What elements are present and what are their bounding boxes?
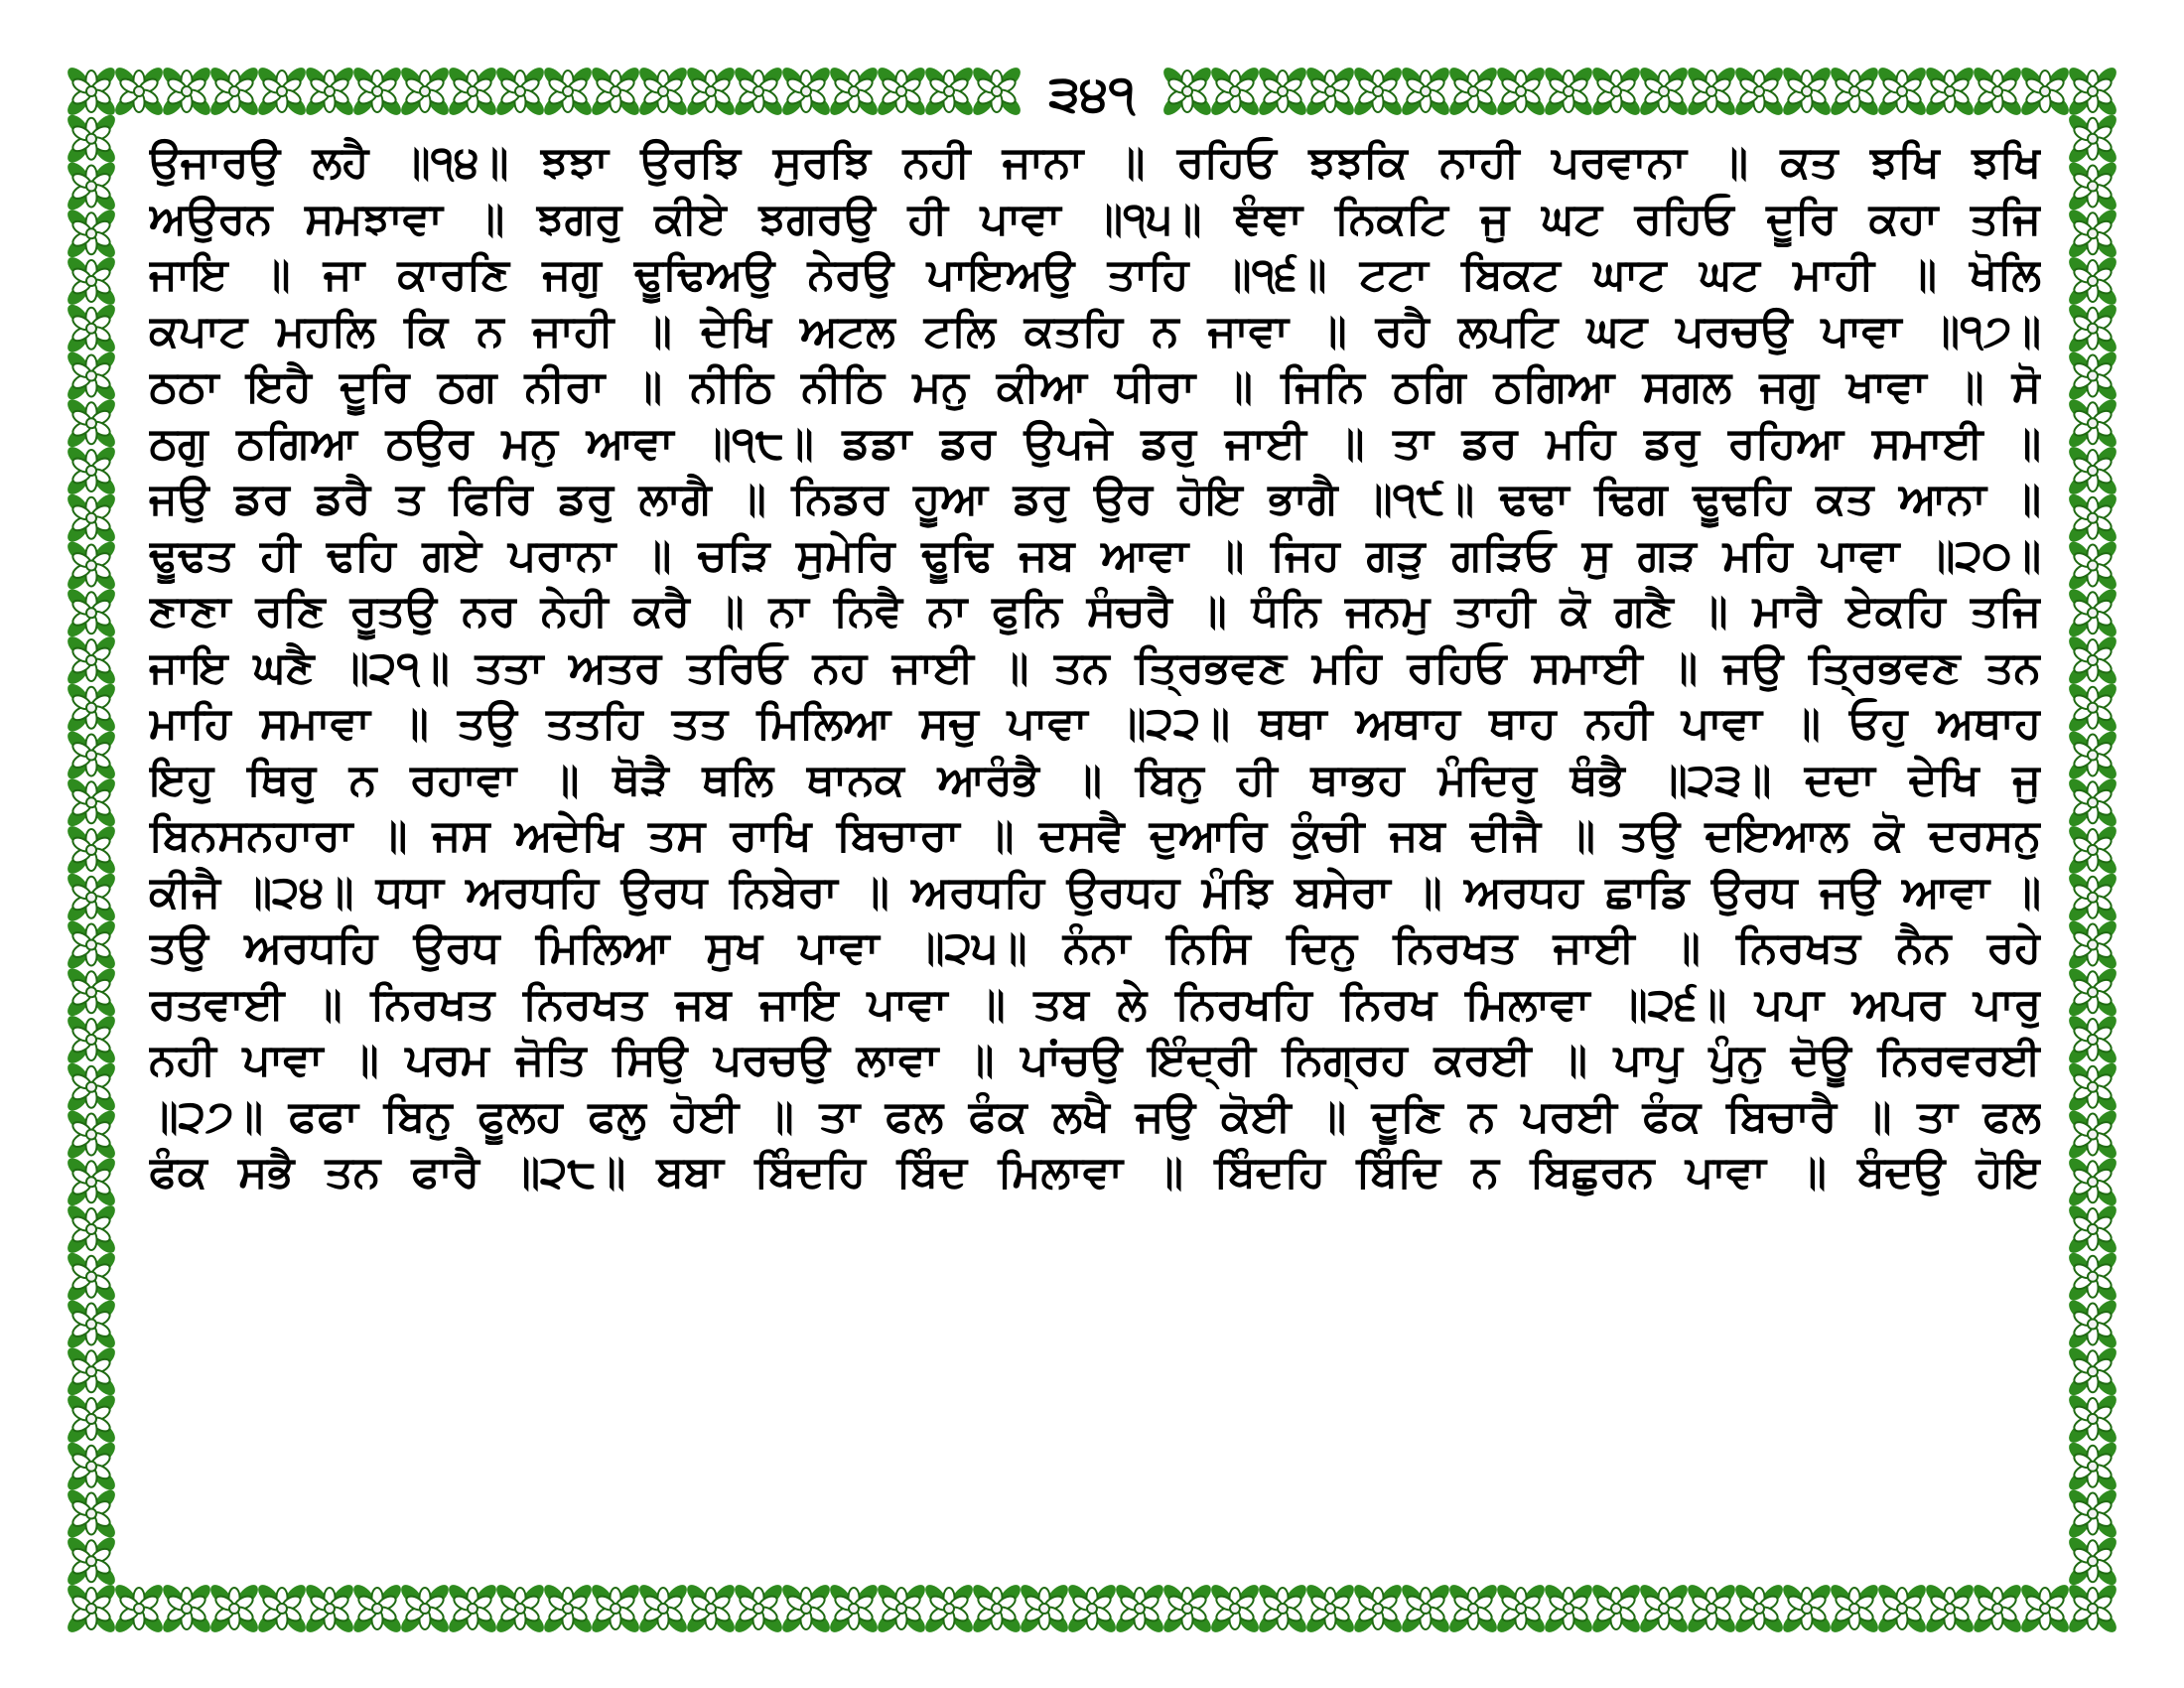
flower-ornament <box>1684 64 1738 118</box>
flower-ornament <box>64 917 118 972</box>
flower-ornament <box>64 349 118 403</box>
flower-ornament <box>111 64 166 118</box>
text-line: ਠਠਾ ਇਹੈ ਦੂਰਿ ਠਗ ਨੀਰਾ ॥ ਨੀਠਿ ਨੀਠਿ ਮਨੁ ਕੀਆ ਧੀਰਾ ॥ ਜਿਨਿ ਠਗਿ ਠਗਿਆ ਸਗਲ ਜਗੁ ਖਾਵਾ ॥ ਸੋ <box>149 361 2041 412</box>
flower-ornament <box>2065 349 2119 403</box>
flower-ornament <box>64 1155 118 1209</box>
flower-ornament <box>1445 64 1500 118</box>
flower-ornament <box>492 1581 547 1635</box>
flower-ornament <box>64 1059 118 1114</box>
flower-ornament <box>1160 64 1214 118</box>
flower-ornament <box>969 1581 1024 1635</box>
flower-ornament <box>2065 207 2119 261</box>
flower-ornament <box>64 491 118 545</box>
flower-ornament <box>64 538 118 593</box>
flower-ornament <box>2065 1581 2119 1635</box>
text-line: ਬਿਨਸਨਹਾਰਾ ॥ ਜਸ ਅਦੇਖਿ ਤਸ ਰਾਖਿ ਬਿਚਾਰਾ ॥ ਦਸਵੈ ਦੁਆਰਿ ਕੁੰਚੀ ਜਬ ਦੀਜੈ ॥ ਤਉ ਦਇਆਲ ਕੋ ਦਰਸਨੁ <box>149 810 2041 861</box>
flower-ornament <box>64 1107 118 1162</box>
flower-ornament <box>445 1581 499 1635</box>
flower-ornament <box>2065 538 2119 593</box>
flower-ornament <box>64 728 118 782</box>
flower-ornament <box>1684 1581 1738 1635</box>
flower-ornament <box>64 965 118 1020</box>
flower-ornament <box>826 1581 881 1635</box>
flower-ornament <box>64 207 118 261</box>
flower-ornament <box>2065 1534 2119 1589</box>
flower-ornament <box>1350 1581 1405 1635</box>
flower-ornament <box>1636 64 1691 118</box>
flower-ornament <box>445 64 499 118</box>
flower-ornament <box>2017 64 2072 118</box>
flower-ornament <box>778 64 833 118</box>
flower-ornament <box>921 1581 976 1635</box>
flower-ornament <box>159 64 213 118</box>
flower-ornament <box>778 1581 833 1635</box>
flower-ornament <box>1588 1581 1643 1635</box>
flower-ornament <box>64 775 118 830</box>
text-line: ਅਉਰਨ ਸਮਝਾਵਾ ॥ ਝਗਰੁ ਕੀਏ ਝਗਰਉ ਹੀ ਪਾਵਾ ॥੧੫॥ ਞੰਞਾ ਨਿਕਟਿ ਜੁ ਘਟ ਰਹਿਓ ਦੂਰਿ ਕਹਾ ਤਜਿ <box>149 193 2041 244</box>
flower-ornament <box>64 633 118 687</box>
flower-ornament <box>2065 1059 2119 1114</box>
flower-ornament <box>159 1581 213 1635</box>
flower-ornament <box>1541 1581 1595 1635</box>
flower-ornament <box>1493 1581 1548 1635</box>
page-number: ੩੪੧ <box>1032 56 1152 131</box>
flower-ornament <box>635 64 690 118</box>
flower-ornament <box>2065 491 2119 545</box>
flower-ornament <box>64 586 118 640</box>
flower-ornament <box>397 64 452 118</box>
flower-ornament <box>1731 64 1786 118</box>
text-block <box>149 135 2041 1539</box>
flower-ornament <box>254 64 309 118</box>
flower-ornament <box>64 1439 118 1493</box>
flower-ornament <box>1398 1581 1452 1635</box>
flower-ornament <box>826 64 881 118</box>
text-line: ਕੀਜੈ ॥੨੪॥ ਧਧਾ ਅਰਧਹਿ ਉਰਧ ਨਿਬੇਰਾ ॥ ਅਰਧਹਿ ਉਰਧਹ ਮੰਝਿ ਬਸੇਰਾ ॥ ਅਰਧਹ ਛਾਡਿ ਉਰਧ ਜਉ ਆਵਾ ॥ <box>149 866 2041 917</box>
flower-ornament <box>2065 917 2119 972</box>
flower-ornament <box>2065 1486 2119 1541</box>
flower-ornament <box>1874 1581 1929 1635</box>
flower-ornament <box>64 1344 118 1399</box>
flower-ornament <box>1207 64 1262 118</box>
flower-ornament <box>635 1581 690 1635</box>
flower-ornament <box>731 64 785 118</box>
flower-ornament <box>64 64 118 118</box>
flower-ornament <box>2065 1249 2119 1304</box>
flower-ornament <box>64 396 118 451</box>
flower-ornament <box>540 64 595 118</box>
flower-ornament <box>64 1012 118 1066</box>
text-line: ਤਉ ਅਰਧਹਿ ਉਰਧ ਮਿਲਿਆ ਸੁਖ ਪਾਵਾ ॥੨੫॥ ਨੰਨਾ ਨਿਸਿ ਦਿਨੁ ਨਿਰਖਤ ਜਾਈ ॥ ਨਿਰਖਤ ਨੈਨ ਰਹੇ <box>149 922 2041 973</box>
text-line: ਰਤਵਾਈ ॥ ਨਿਰਖਤ ਨਿਰਖਤ ਜਬ ਜਾਇ ਪਾਵਾ ॥ ਤਬ ਲੇ ਨਿਰਖਹਿ ਨਿਰਖ ਮਿਲਾਵਾ ॥੨੬॥ ਪਪਾ ਅਪਰ ਪਾਰੁ <box>149 978 2041 1030</box>
flower-ornament <box>683 1581 738 1635</box>
flower-ornament <box>2065 443 2119 497</box>
flower-ornament <box>1970 64 2024 118</box>
flower-ornament <box>1874 64 1929 118</box>
flower-ornament <box>874 1581 928 1635</box>
flower-ornament <box>2065 586 2119 640</box>
flower-ornament <box>1255 1581 1309 1635</box>
flower-ornament <box>2065 1201 2119 1256</box>
flower-ornament <box>64 301 118 355</box>
text-line: ਢੂਢਤ ਹੀ ਢਹਿ ਗਏ ਪਰਾਨਾ ॥ ਚੜਿ ਸੁਮੇਰਿ ਢੂਢਿ ਜਬ ਆਵਾ ॥ ਜਿਹ ਗੜੁ ਗੜਿਓ ਸੁ ਗੜ ਮਹਿ ਪਾਵਾ ॥੨੦॥ <box>149 529 2041 581</box>
flower-ornament <box>1731 1581 1786 1635</box>
flower-ornament <box>1398 64 1452 118</box>
flower-ornament <box>2065 870 2119 924</box>
flower-ornament <box>1922 64 1977 118</box>
flower-ornament <box>1302 1581 1357 1635</box>
flower-ornament <box>1255 64 1309 118</box>
flower-ornament <box>492 64 547 118</box>
flower-ornament <box>731 1581 785 1635</box>
flower-ornament <box>2065 1297 2119 1351</box>
flower-ornament <box>2065 775 2119 830</box>
flower-ornament <box>2065 1155 2119 1209</box>
flower-ornament <box>349 64 404 118</box>
flower-ornament <box>64 111 118 166</box>
flower-ornament <box>64 1534 118 1589</box>
flower-ornament <box>2017 1581 2072 1635</box>
flower-ornament <box>1541 64 1595 118</box>
text-line: ਣਾਣਾ ਰਣਿ ਰੂਤਉ ਨਰ ਨੇਹੀ ਕਰੈ ॥ ਨਾ ਨਿਵੈ ਨਾ ਫੁਨਿ ਸੰਚਰੈ ॥ ਧੰਨਿ ਜਨਮੁ ਤਾਹੀ ਕੋ ਗਣੈ ॥ ਮਾਰੈ ਏਕਹਿ ਤਜਿ <box>149 586 2041 636</box>
flower-ornament <box>1493 64 1548 118</box>
flower-ornament <box>64 1486 118 1541</box>
text-line: ॥੨੭॥ ਫਫਾ ਬਿਨੁ ਫੂਲਹ ਫਲੁ ਹੋਈ ॥ ਤਾ ਫਲ ਫੰਕ ਲਖੈ ਜਉ ਕੋਈ ॥ ਦੂਣਿ ਨ ਪਰਈ ਫੰਕ ਬਿਚਾਰੈ ॥ ਤਾ ਫਲ <box>149 1090 2041 1142</box>
flower-ornament <box>64 443 118 497</box>
text-line: ਉਜਾਰਉ ਲਹੈ ॥੧੪॥ ਝਝਾ ਉਰਝਿ ਸੁਰਝਿ ਨਹੀ ਜਾਨਾ ॥ ਰਹਿਓ ਝਝਕਿ ਨਾਹੀ ਪਰਵਾਨਾ ॥ ਕਤ ਝਖਿ ਝਖਿ <box>149 137 2041 188</box>
flower-ornament <box>1779 1581 1834 1635</box>
flower-ornament <box>2065 159 2119 213</box>
flower-ornament <box>2065 1439 2119 1493</box>
flower-ornament <box>1207 1581 1262 1635</box>
flower-ornament <box>969 64 1024 118</box>
flower-ornament <box>64 1249 118 1304</box>
flower-ornament <box>2065 1344 2119 1399</box>
flower-ornament <box>2065 728 2119 782</box>
flower-ornament <box>2065 965 2119 1020</box>
flower-ornament <box>2065 253 2119 308</box>
flower-ornament <box>921 64 976 118</box>
flower-ornament <box>2065 1012 2119 1066</box>
flower-ornament <box>111 1581 166 1635</box>
flower-ornament <box>2065 822 2119 877</box>
flower-ornament <box>2065 301 2119 355</box>
flower-ornament <box>2065 64 2119 118</box>
flower-ornament <box>1445 1581 1500 1635</box>
text-line: ਮਾਹਿ ਸਮਾਵਾ ॥ ਤਉ ਤਤਹਿ ਤਤ ਮਿਲਿਆ ਸਚੁ ਪਾਵਾ ॥੨੨॥ ਥਥਾ ਅਥਾਹ ਥਾਹ ਨਹੀ ਪਾਵਾ ॥ ਓਹੁ ਅਥਾਹ <box>149 698 2041 749</box>
flower-ornament <box>2065 1107 2119 1162</box>
flower-ornament <box>1302 64 1357 118</box>
flower-ornament <box>1064 1581 1119 1635</box>
flower-ornament <box>397 1581 452 1635</box>
flower-ornament <box>1827 64 1881 118</box>
flower-ornament <box>64 1581 118 1635</box>
flower-ornament <box>64 1391 118 1446</box>
flower-ornament <box>349 1581 404 1635</box>
flower-ornament <box>1112 1581 1166 1635</box>
flower-ornament <box>64 159 118 213</box>
flower-ornament <box>1827 1581 1881 1635</box>
flower-ornament <box>64 1201 118 1256</box>
text-line: ਜਾਇ ॥ ਜਾ ਕਾਰਣਿ ਜਗੁ ਢੂਢਿਅਉ ਨੇਰਉ ਪਾਇਅਉ ਤਾਹਿ ॥੧੬॥ ਟਟਾ ਬਿਕਟ ਘਾਟ ਘਟ ਮਾਹੀ ॥ ਖੋਲਿ <box>149 249 2041 300</box>
flower-ornament <box>64 680 118 735</box>
flower-ornament <box>588 1581 642 1635</box>
flower-ornament <box>1922 1581 1977 1635</box>
flower-ornament <box>64 1297 118 1351</box>
flower-ornament <box>1636 1581 1691 1635</box>
flower-ornament <box>64 870 118 924</box>
flower-ornament <box>1017 1581 1071 1635</box>
flower-ornament <box>2065 1391 2119 1446</box>
flower-ornament <box>1350 64 1405 118</box>
flower-ornament <box>1779 64 1834 118</box>
text-line: ਜਉ ਡਰ ਡਰੈ ਤ ਫਿਰਿ ਡਰੁ ਲਾਗੈ ॥ ਨਿਡਰ ਹੂਆ ਡਰੁ ਉਰ ਹੋਇ ਭਾਗੈ ॥੧੯॥ ਢਢਾ ਢਿਗ ਢੂਢਹਿ ਕਤ ਆਨਾ ॥ <box>149 474 2041 524</box>
text-line: ਠਗੁ ਠਗਿਆ ਠਉਰ ਮਨੁ ਆਵਾ ॥੧੮॥ ਡਡਾ ਡਰ ਉਪਜੇ ਡਰੁ ਜਾਈ ॥ ਤਾ ਡਰ ਮਹਿ ਡਰੁ ਰਹਿਆ ਸਮਾਈ ॥ <box>149 417 2041 469</box>
flower-ornament <box>2065 633 2119 687</box>
flower-ornament <box>254 1581 309 1635</box>
flower-ornament <box>302 1581 356 1635</box>
flower-ornament <box>206 64 261 118</box>
flower-ornament <box>588 64 642 118</box>
text-line: ਕਪਾਟ ਮਹਲਿ ਕਿ ਨ ਜਾਹੀ ॥ ਦੇਖਿ ਅਟਲ ਟਲਿ ਕਤਹਿ ਨ ਜਾਵਾ ॥ ਰਹੈ ਲਪਟਿ ਘਟ ਪਰਚਉ ਪਾਵਾ ॥੧੭॥ <box>149 305 2041 356</box>
text-line: ਇਹੁ ਥਿਰੁ ਨ ਰਹਾਵਾ ॥ ਥੋੜੈ ਥਲਿ ਥਾਨਕ ਆਰੰਭੈ ॥ ਬਿਨੁ ਹੀ ਥਾਭਹ ਮੰਦਿਰੁ ਥੰਭੈ ॥੨੩॥ ਦਦਾ ਦੇਖਿ ਜੁ <box>149 754 2041 805</box>
text-line: ਫੰਕ ਸਭੈ ਤਨ ਫਾਰੈ ॥੨੮॥ ਬਬਾ ਬਿੰਦਹਿ ਬਿੰਦ ਮਿਲਾਵਾ ॥ ਬਿੰਦਹਿ ਬਿੰਦਿ ਨ ਬਿਛੁਰਨ ਪਾਵਾ ॥ ਬੰਦਉ ਹੋਇ <box>149 1147 2041 1197</box>
text-line: ਨਹੀ ਪਾਵਾ ॥ ਪਰਮ ਜੋਤਿ ਸਿਉ ਪਰਚਉ ਲਾਵਾ ॥ ਪਾਂਚਉ ਇੰਦ੍ਰੀ ਨਿਗ੍ਰਹ ਕਰਈ ॥ ਪਾਪੁ ਪੁੰਨੁ ਦੋਊ ਨਿਰਵਰਈ <box>149 1035 2041 1085</box>
flower-ornament <box>1160 1581 1214 1635</box>
flower-ornament <box>64 253 118 308</box>
flower-ornament <box>206 1581 261 1635</box>
flower-ornament <box>2065 111 2119 166</box>
flower-ornament <box>1588 64 1643 118</box>
flower-ornament <box>64 822 118 877</box>
flower-ornament <box>540 1581 595 1635</box>
flower-ornament <box>874 64 928 118</box>
flower-ornament <box>683 64 738 118</box>
flower-ornament <box>302 64 356 118</box>
flower-ornament <box>2065 680 2119 735</box>
flower-ornament <box>1970 1581 2024 1635</box>
flower-ornament <box>2065 396 2119 451</box>
text-line: ਜਾਇ ਘਣੈ ॥੨੧॥ ਤਤਾ ਅਤਰ ਤਰਿਓ ਨਹ ਜਾਈ ॥ ਤਨ ਤ੍ਰਿਭਵਣ ਮਹਿ ਰਹਿਓ ਸਮਾਈ ॥ ਜਉ ਤ੍ਰਿਭਵਣ ਤਨ <box>149 641 2041 693</box>
